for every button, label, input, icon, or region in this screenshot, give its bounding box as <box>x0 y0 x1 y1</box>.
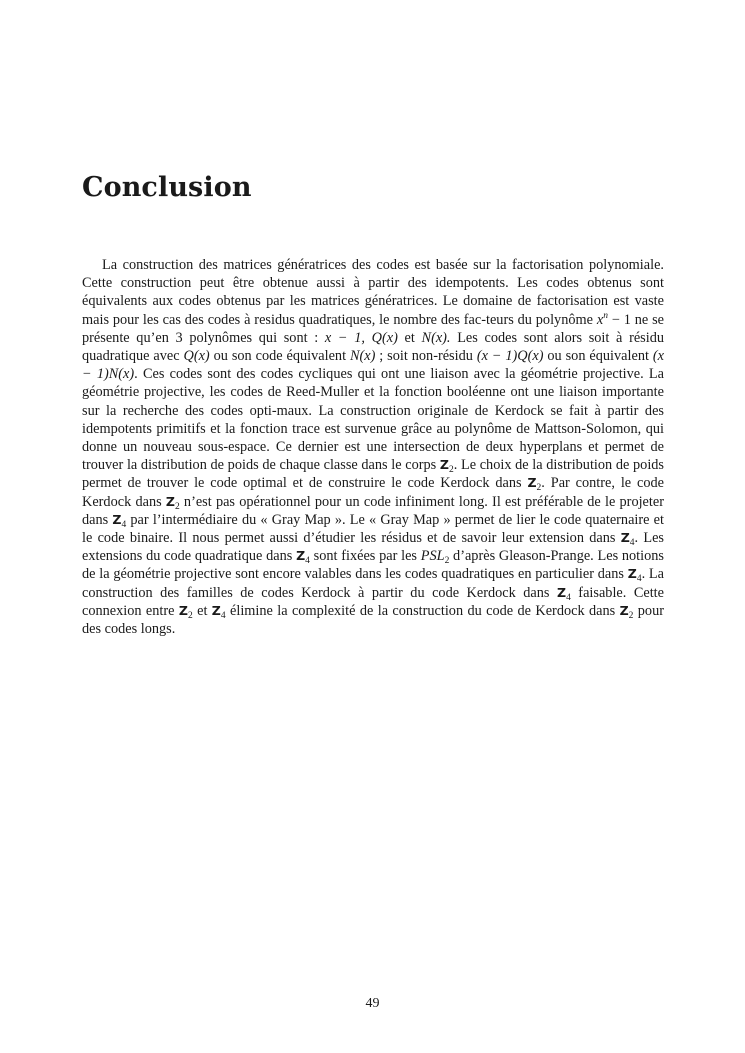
math-subscript: 2 <box>187 610 193 621</box>
math-subscript: 4 <box>566 592 571 603</box>
text-segment: − 1 ne se présente qu’en 3 polynômes qui sont : <box>82 311 664 346</box>
text-segment: ; soit non-résidu <box>375 348 477 365</box>
text-segment: . Ces codes sont des codes cycliques qui ont une liaison avec la géométrie projective. La géométrie projective, les codes de Reed-Muller et la fonction booléenne ont une liaison importante sur la recherche des codes opti-maux. La construction originale de Kerdock se fait à partir des idempotents primitifs et la fonction trace est survenue grâce au polynôme de Mattson-Solomon, qui donne un nouveau sous-espace. Ce dernier est une intersection de deux hyperplans et permet de trouver la distribution de poids de chaque classe dans le corps <box>82 366 664 474</box>
math-Nx: N(x). <box>421 329 451 346</box>
math-PSL: PSL <box>420 548 445 565</box>
text-segment: d’après Gleason-Prange. Les notions de la géométrie projective sont encore valables dans les codes quadratiques en particulier dans <box>82 548 664 583</box>
text-et: et <box>397 329 422 346</box>
math-subscript: 4 <box>636 574 642 585</box>
math-Nx: N(x) <box>349 348 376 365</box>
math-blackboard-Z: Z <box>296 548 306 564</box>
page-number: 49 <box>365 996 380 1011</box>
math-x-minus-1: x − 1, <box>324 329 365 346</box>
math-x-minus-1-Nx: (x − 1)N(x) <box>82 348 664 383</box>
text-segment: . Le choix de la distribution de poids permet de trouver le code optimal et de construire le code Kerdock dans <box>82 457 664 492</box>
math-blackboard-Z: Z <box>620 530 630 546</box>
math-blackboard-Z: Z <box>178 602 188 618</box>
math-subscript: 4 <box>121 519 127 530</box>
math-Qx: Q(x) <box>371 329 398 346</box>
text-segment: . Les extensions du code quadratique dans <box>82 530 664 565</box>
math-subscript: 2 <box>448 465 454 476</box>
text-segment: par l’intermédiaire du « Gray Map ». Le « Gray Map » permet de lier le code quaternaire et le code binaire. Il nous permet aussi d’étudier les résidus et de savoir leur extension dans <box>82 511 664 547</box>
text-segment: pour des codes longs. <box>82 602 664 638</box>
math-exponent-n: n <box>603 310 608 321</box>
math-subscript: 2 <box>628 610 634 621</box>
math-blackboard-Z: Z <box>527 475 537 491</box>
text-segment: faisable. Cette connexion entre <box>82 584 664 619</box>
text-segment: La construction des matrices génératrices des codes est basée sur la factorisation polynomiale. Cette construction peut être obtenue aussi à partir des idempotents. Les codes obtenus sont équivalents aux codes obtenus par les matrices génératrices. Le domaine de factorisation est vaste mais pour les cas des codes à residus quadratiques, le nombre des fac-teurs du polynôme <box>82 257 664 328</box>
math-x: x <box>596 311 604 328</box>
text-segment: élimine la complexité de la construction du code de Kerdock dans <box>225 602 620 619</box>
text-segment: Les codes sont alors soit à résidu quadratique avec <box>82 329 665 365</box>
math-subscript: 2 <box>536 483 542 494</box>
math-Qx: Q(x) <box>183 348 210 365</box>
math-subscript: 4 <box>305 556 310 567</box>
math-blackboard-Z: Z <box>619 602 629 618</box>
math-blackboard-Z: Z <box>165 493 175 509</box>
math-subscript: 2 <box>174 501 180 512</box>
math-blackboard-Z: Z <box>439 457 449 473</box>
math-subscript: 2 <box>444 556 450 567</box>
text-segment: . Par contre, le code Kerdock dans <box>82 475 665 510</box>
math-x-minus-1-Qx: (x − 1)Q(x) <box>476 348 544 365</box>
conclusion-paragraph <box>82 256 664 638</box>
text-segment: sont fixées par les <box>309 548 421 565</box>
text-segment: ou son code équivalent <box>209 348 350 365</box>
math-blackboard-Z: Z <box>556 584 567 600</box>
text-segment: n’est pas opérationnel pour un code infiniment long. Il est préférable de le projeter dans <box>82 493 664 528</box>
text-segment: ou son équivalent <box>543 348 653 365</box>
chapter-title: Conclusion <box>82 172 252 203</box>
math-subscript: 4 <box>220 610 226 621</box>
math-blackboard-Z: Z <box>627 566 637 582</box>
math-blackboard-Z: Z <box>211 602 221 618</box>
math-subscript: 4 <box>629 538 635 549</box>
text-segment: . La construction des familles de codes Kerdock à partir du code Kerdock dans <box>82 566 664 601</box>
math-blackboard-Z: Z <box>112 511 122 527</box>
text-segment: et <box>192 602 212 619</box>
